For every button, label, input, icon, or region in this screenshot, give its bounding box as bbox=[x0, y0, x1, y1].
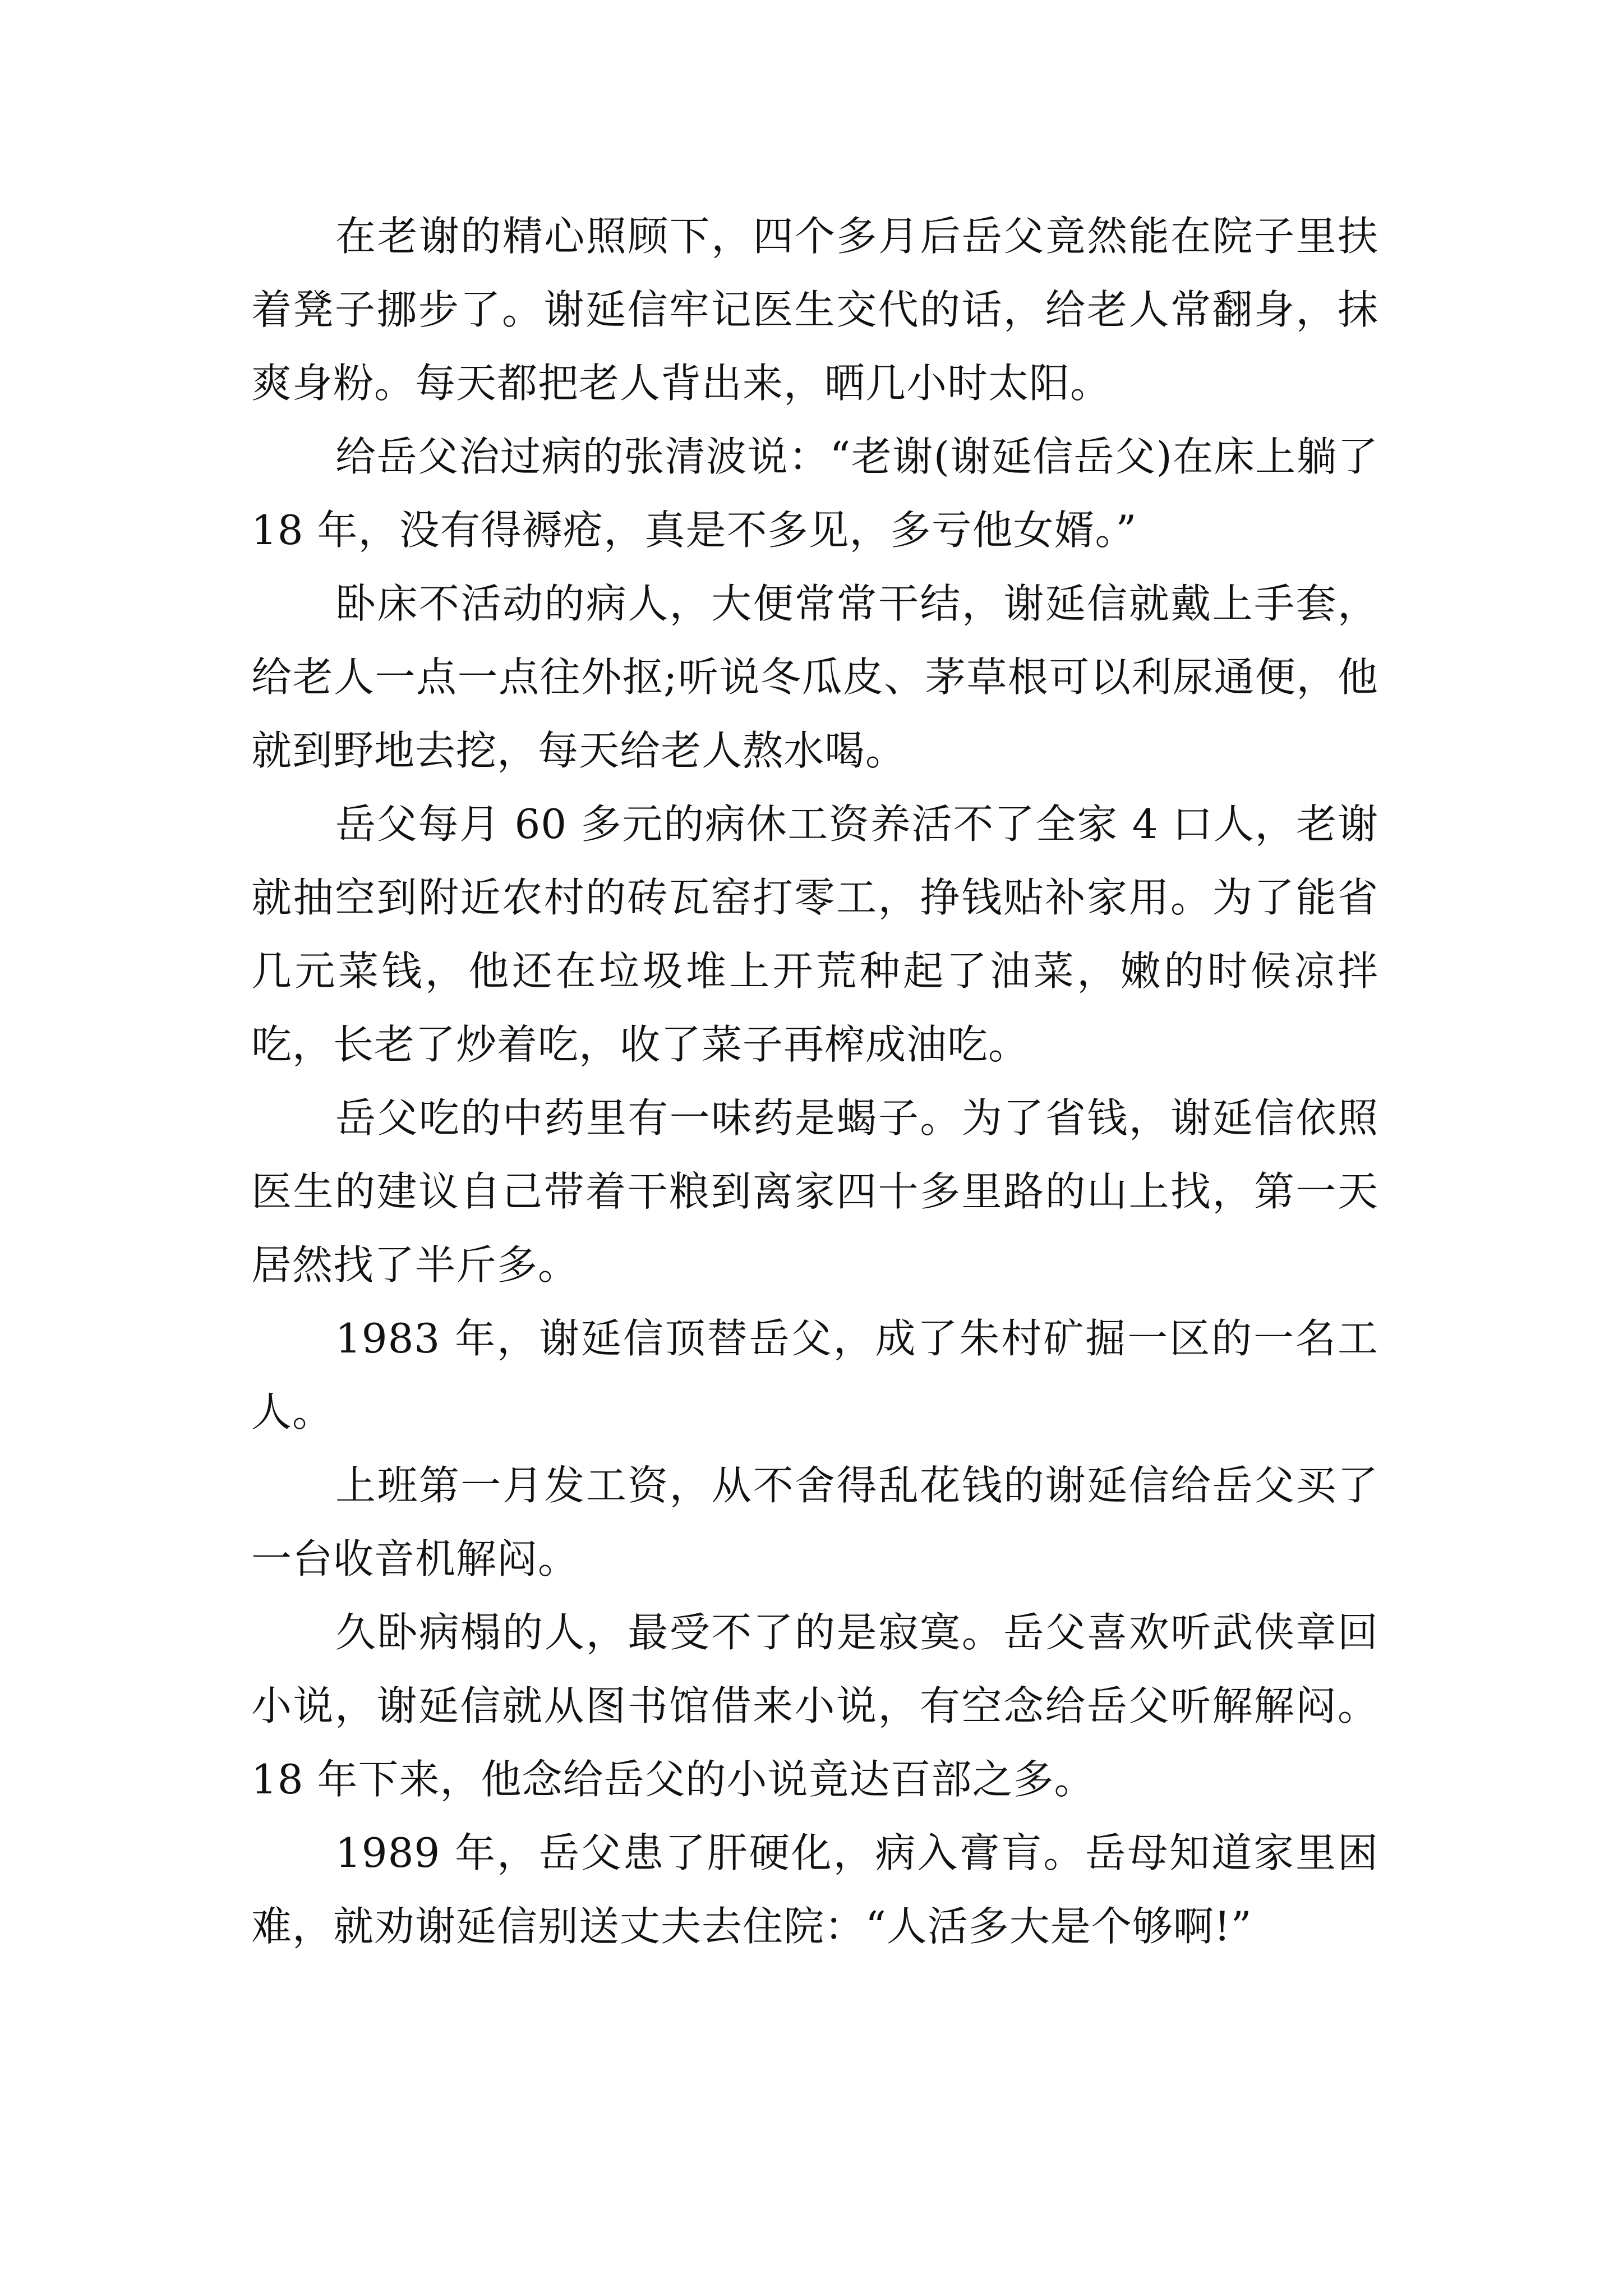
paragraph-8: 久卧病榻的人，最受不了的是寂寞。岳父喜欢听武侠章回小说，谢延信就从图书馆借来小说，有空念给岳父听解解闷。18 年下来，他念给岳父的小说竟达百部之多。 bbox=[251, 1609, 1378, 1803]
paragraph-1: 在老谢的精心照顾下，四个多月后岳父竟然能在院子里扶着凳子挪步了。谢延信牢记医生交代的话，给老人常翻身，抹爽身粉。每天都把老人背出来，晒几小时太阳。 bbox=[251, 213, 1378, 407]
paragraph-9: 1989 年，岳父患了肝硬化，病入膏肓。岳母知道家里困难，就劝谢延信别送丈夫去住院：“人活多大是个够啊!” bbox=[251, 1829, 1378, 1950]
document-body bbox=[251, 200, 1378, 1963]
paragraph-5: 岳父吃的中药里有一味药是蝎子。为了省钱，谢延信依照医生的建议自己带着干粮到离家四十多里路的山上找，第一天居然找了半斤多。 bbox=[251, 1094, 1378, 1289]
paragraph-7: 上班第一月发工资，从不舍得乱花钱的谢延信给岳父买了一台收音机解闷。 bbox=[251, 1462, 1378, 1582]
paragraph-3: 卧床不活动的病人，大便常常干结，谢延信就戴上手套，给老人一点一点往外抠;听说冬瓜皮、茅草根可以利尿通便，他就到野地去挖，每天给老人熬水喝。 bbox=[251, 580, 1378, 774]
paragraph-6: 1983 年，谢延信顶替岳父，成了朱村矿掘一区的一名工人。 bbox=[251, 1315, 1378, 1435]
paragraph-4: 岳父每月 60 多元的病休工资养活不了全家 4 口人，老谢就抽空到附近农村的砖瓦窑打零工，挣钱贴补家用。为了能省几元菜钱，他还在垃圾堆上开荒种起了油菜，嫩的时候凉拌吃，长老了炒着吃，收了菜子再榨成油吃。 bbox=[251, 800, 1378, 1068]
paragraph-2: 给岳父治过病的张清波说：“老谢(谢延信岳父)在床上躺了 18 年，没有得褥疮，真是不多见，多亏他女婿。” bbox=[251, 433, 1378, 554]
